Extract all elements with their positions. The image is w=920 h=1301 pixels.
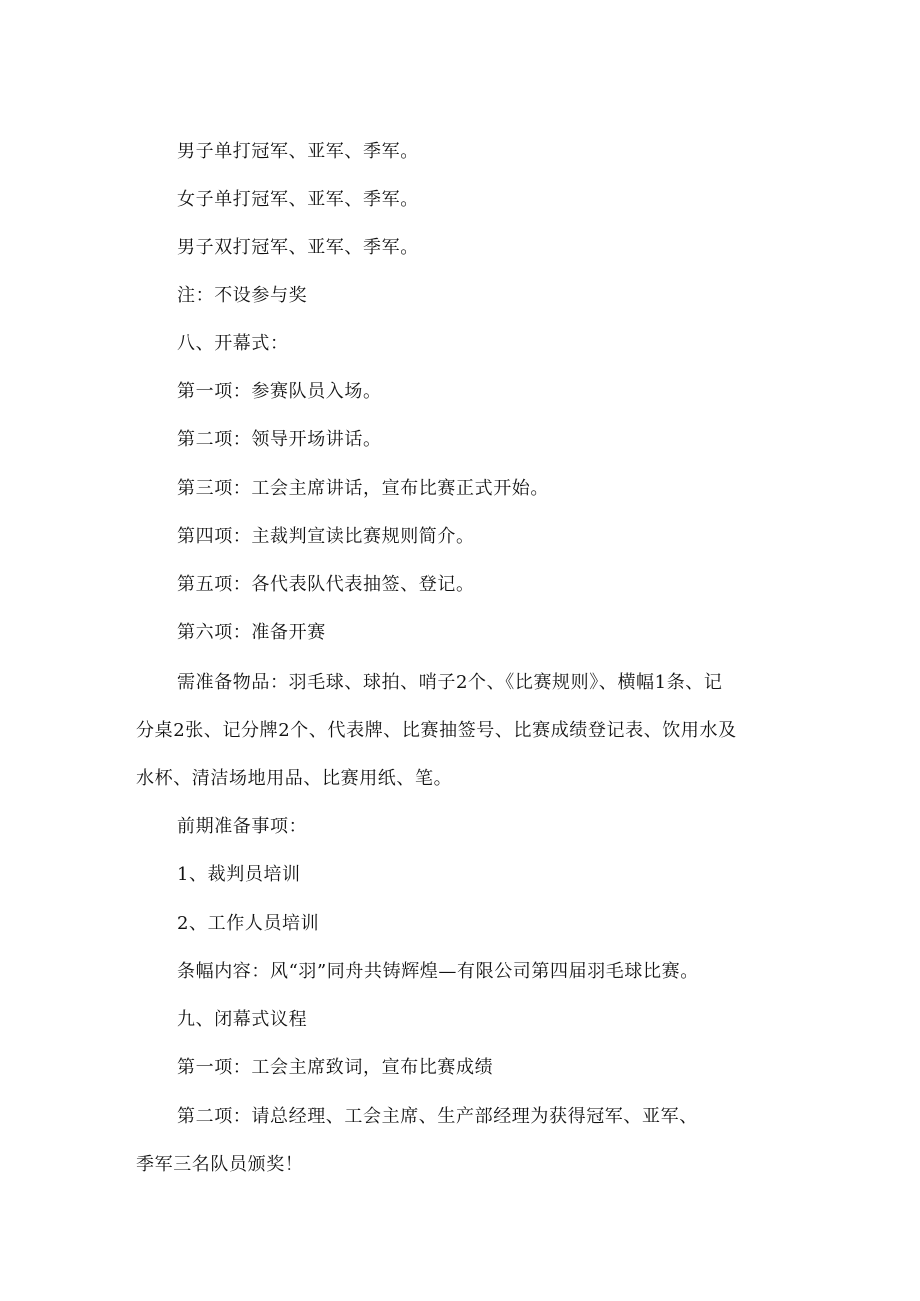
closing-item-2-continued: 季军三名队员颁奖！ xyxy=(136,1154,304,1175)
preparation-item-1: 1、裁判员培训 xyxy=(177,864,301,885)
preparation-heading: 前期准备事项： xyxy=(177,816,308,837)
award-men-doubles: 男子双打冠军、亚军、季军。 xyxy=(177,237,419,258)
opening-item-1: 第一项：参赛队员入场。 xyxy=(177,381,382,402)
closing-ceremony-heading: 九、闭幕式议程 xyxy=(177,1009,308,1030)
supplies-line-1: 需准备物品：羽毛球、球拍、哨子2个、《比赛规则》、横幅1条、记 xyxy=(177,672,723,693)
opening-ceremony-heading: 八、开幕式： xyxy=(177,333,289,354)
banner-content: 条幅内容：风“羽”同舟共铸辉煌—有限公司第四届羽毛球比赛。 xyxy=(177,961,699,982)
closing-item-2: 第二项：请总经理、工会主席、生产部经理为获得冠军、亚军、 xyxy=(177,1106,698,1127)
opening-item-3: 第三项：工会主席讲话，宣布比赛正式开始。 xyxy=(177,478,549,499)
closing-item-1: 第一项：工会主席致词，宣布比赛成绩 xyxy=(177,1057,494,1078)
award-note: 注：不设参与奖 xyxy=(177,285,308,306)
opening-item-6: 第六项：准备开赛 xyxy=(177,622,326,643)
award-men-singles: 男子单打冠军、亚军、季军。 xyxy=(177,141,419,162)
opening-item-5: 第五项：各代表队代表抽签、登记。 xyxy=(177,574,475,595)
opening-item-4: 第四项：主裁判宣读比赛规则简介。 xyxy=(177,526,475,547)
preparation-item-2: 2、工作人员培训 xyxy=(177,913,320,934)
supplies-line-3: 水杯、清洁场地用品、比赛用纸、笔。 xyxy=(136,768,453,789)
opening-item-2: 第二项：领导开场讲话。 xyxy=(177,429,382,450)
supplies-line-2: 分桌2张、记分牌2个、代表牌、比赛抽签号、比赛成绩登记表、饮用水及 xyxy=(136,720,737,741)
award-women-singles: 女子单打冠军、亚军、季军。 xyxy=(177,189,419,210)
